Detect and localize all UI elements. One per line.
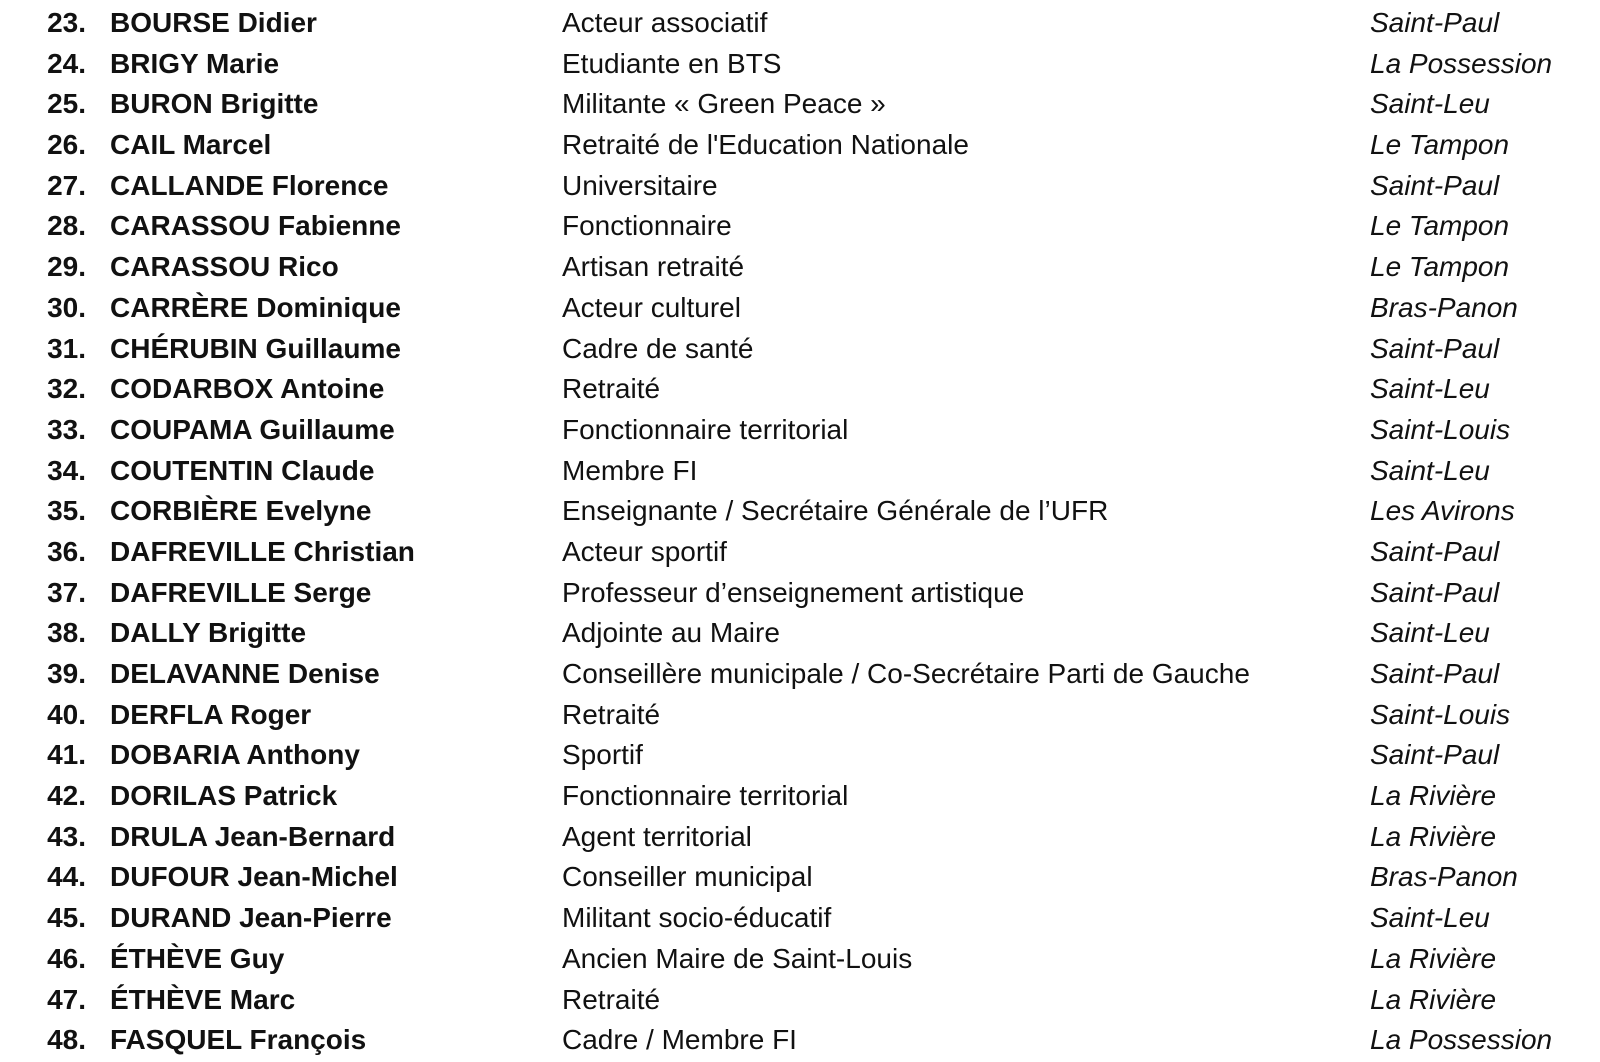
item-number: 25. xyxy=(47,88,86,120)
person-place: Saint-Leu xyxy=(1370,373,1490,405)
person-name: DORILAS Patrick xyxy=(110,780,338,812)
person-role: Adjointe au Maire xyxy=(562,617,780,649)
list-item xyxy=(0,288,1600,329)
person-name: BOURSE Didier xyxy=(110,7,317,38)
list-item xyxy=(0,491,1600,532)
person-place: Saint-Louis xyxy=(1370,698,1511,730)
person-place: La Rivière xyxy=(1370,983,1497,1015)
person-name: CAIL Marcel xyxy=(110,129,272,161)
person-role: Retraité xyxy=(562,698,661,730)
person-place: Bras-Panon xyxy=(1370,861,1518,893)
person-name: FASQUEL François xyxy=(110,1024,367,1056)
item-number: 46. xyxy=(47,942,86,974)
item-number: 45. xyxy=(47,902,86,934)
person-role: Etudiante en BTS xyxy=(562,47,782,79)
list-item xyxy=(0,369,1600,410)
person-place: Les Avirons xyxy=(1370,495,1515,527)
person-role: Retraité xyxy=(562,373,661,405)
person-name: COUPAMA Guillaume xyxy=(110,413,395,445)
list-item xyxy=(0,695,1600,736)
item-number: 47. xyxy=(47,983,86,1015)
list-item xyxy=(0,206,1600,247)
person-role: Universitaire xyxy=(562,169,718,201)
person-name: ÉTHÈVE Marc xyxy=(110,983,296,1015)
list-item xyxy=(0,857,1600,898)
item-number: 37. xyxy=(47,576,86,608)
person-name: DRULA Jean-Bernard xyxy=(110,820,396,852)
item-number: 36. xyxy=(47,535,86,567)
item-number: 43. xyxy=(47,820,86,852)
person-place: Saint-Paul xyxy=(1370,658,1500,689)
person-place: Saint-Leu xyxy=(1370,454,1490,486)
item-number: 23. xyxy=(47,7,86,38)
list-item xyxy=(0,84,1600,125)
person-role: Agent territorial xyxy=(562,820,752,852)
person-place: Le Tampon xyxy=(1370,210,1510,242)
person-name: CODARBOX Antoine xyxy=(110,373,385,405)
person-place: La Possession xyxy=(1370,47,1553,79)
person-role: Militant socio-éducatif xyxy=(562,902,832,934)
person-role: Membre FI xyxy=(562,454,698,486)
list-item xyxy=(0,817,1600,858)
list-item xyxy=(0,451,1600,492)
person-place: Saint-Paul xyxy=(1370,739,1500,771)
list-item xyxy=(0,247,1600,288)
list-item xyxy=(0,735,1600,776)
person-name: DERFLA Roger xyxy=(110,698,312,730)
person-place: Saint-Leu xyxy=(1370,88,1490,120)
person-role: Retraité xyxy=(562,983,661,1015)
item-number: 40. xyxy=(47,698,86,730)
person-name: CARASSOU Fabienne xyxy=(110,210,401,242)
item-number: 32. xyxy=(47,373,86,405)
person-role: Fonctionnaire xyxy=(562,210,732,242)
person-role: Acteur associatif xyxy=(562,7,768,38)
list-item xyxy=(0,573,1600,614)
list-item xyxy=(0,44,1600,85)
person-place: Saint-Leu xyxy=(1370,617,1490,649)
list-item xyxy=(0,329,1600,370)
list-item xyxy=(0,980,1600,1021)
person-name: DUFOUR Jean-Michel xyxy=(110,861,398,893)
person-name: DELAVANNE Denise xyxy=(110,658,380,689)
person-name: BURON Brigitte xyxy=(110,88,319,120)
person-place: Bras-Panon xyxy=(1370,291,1518,323)
person-name: CARRÈRE Dominique xyxy=(110,291,401,323)
person-role: Fonctionnaire territorial xyxy=(562,413,849,445)
item-number: 31. xyxy=(47,332,86,364)
person-place: La Rivière xyxy=(1370,942,1497,974)
person-role: Ancien Maire de Saint-Louis xyxy=(562,942,913,974)
person-role: Professeur d’enseignement artistique xyxy=(562,576,1025,608)
list-item xyxy=(0,125,1600,166)
person-role: Conseillère municipale / Co-Secrétaire Parti de Gauche xyxy=(562,658,1250,689)
person-name: DAFREVILLE Serge xyxy=(110,576,372,608)
person-name: ÉTHÈVE Guy xyxy=(110,942,285,974)
person-place: La Possession xyxy=(1370,1024,1553,1056)
list-item xyxy=(0,654,1600,695)
person-place: Saint-Paul xyxy=(1370,332,1500,364)
item-number: 34. xyxy=(47,454,86,486)
person-place: La Rivière xyxy=(1370,820,1497,852)
item-number: 48. xyxy=(47,1024,86,1056)
item-number: 42. xyxy=(47,780,86,812)
person-place: Saint-Paul xyxy=(1370,535,1500,567)
person-name: BRIGY Marie xyxy=(110,47,280,79)
list-item xyxy=(0,898,1600,939)
list-item xyxy=(0,1020,1600,1061)
person-role: Retraité de l'Education Nationale xyxy=(562,129,969,161)
item-number: 24. xyxy=(47,47,86,79)
person-name: CARASSOU Rico xyxy=(110,251,339,283)
item-number: 41. xyxy=(47,739,86,771)
person-name: CORBIÈRE Evelyne xyxy=(110,495,372,527)
person-role: Artisan retraité xyxy=(562,251,745,283)
person-name: COUTENTIN Claude xyxy=(110,454,375,486)
person-name: DALLY Brigitte xyxy=(110,617,307,649)
list-item xyxy=(0,613,1600,654)
person-name: DOBARIA Anthony xyxy=(110,739,360,771)
person-name: DURAND Jean-Pierre xyxy=(110,902,392,934)
person-name: CHÉRUBIN Guillaume xyxy=(110,332,401,364)
item-number: 35. xyxy=(47,495,86,527)
person-place: Saint-Louis xyxy=(1370,413,1511,445)
person-place: Le Tampon xyxy=(1370,251,1510,283)
item-number: 28. xyxy=(47,210,86,242)
signatory-list xyxy=(0,3,1600,1061)
item-number: 38. xyxy=(47,617,86,649)
list-item xyxy=(0,410,1600,451)
person-place: Saint-Leu xyxy=(1370,902,1490,934)
person-role: Conseiller municipal xyxy=(562,861,813,893)
person-role: Acteur culturel xyxy=(562,291,741,323)
item-number: 39. xyxy=(47,658,86,689)
person-role: Fonctionnaire territorial xyxy=(562,780,849,812)
item-number: 44. xyxy=(47,861,86,893)
list-item xyxy=(0,532,1600,573)
item-number: 30. xyxy=(47,291,86,323)
person-role: Cadre / Membre FI xyxy=(562,1024,797,1056)
person-place: La Rivière xyxy=(1370,780,1497,812)
person-place: Saint-Paul xyxy=(1370,576,1500,608)
person-name: CALLANDE Florence xyxy=(110,169,389,201)
person-role: Enseignante / Secrétaire Générale de l’UFR xyxy=(562,495,1109,527)
person-role: Militante « Green Peace » xyxy=(562,88,886,120)
list-item xyxy=(0,3,1600,44)
list-item xyxy=(0,166,1600,207)
person-place: Saint-Paul xyxy=(1370,7,1500,38)
item-number: 33. xyxy=(47,413,86,445)
person-place: Saint-Paul xyxy=(1370,169,1500,201)
person-name: DAFREVILLE Christian xyxy=(110,535,415,567)
person-role: Acteur sportif xyxy=(562,535,727,567)
item-number: 26. xyxy=(47,129,86,161)
person-role: Cadre de santé xyxy=(562,332,754,364)
person-place: Le Tampon xyxy=(1370,129,1510,161)
person-role: Sportif xyxy=(562,739,643,771)
list-item xyxy=(0,776,1600,817)
list-item xyxy=(0,939,1600,980)
item-number: 27. xyxy=(47,169,86,201)
item-number: 29. xyxy=(47,251,86,283)
